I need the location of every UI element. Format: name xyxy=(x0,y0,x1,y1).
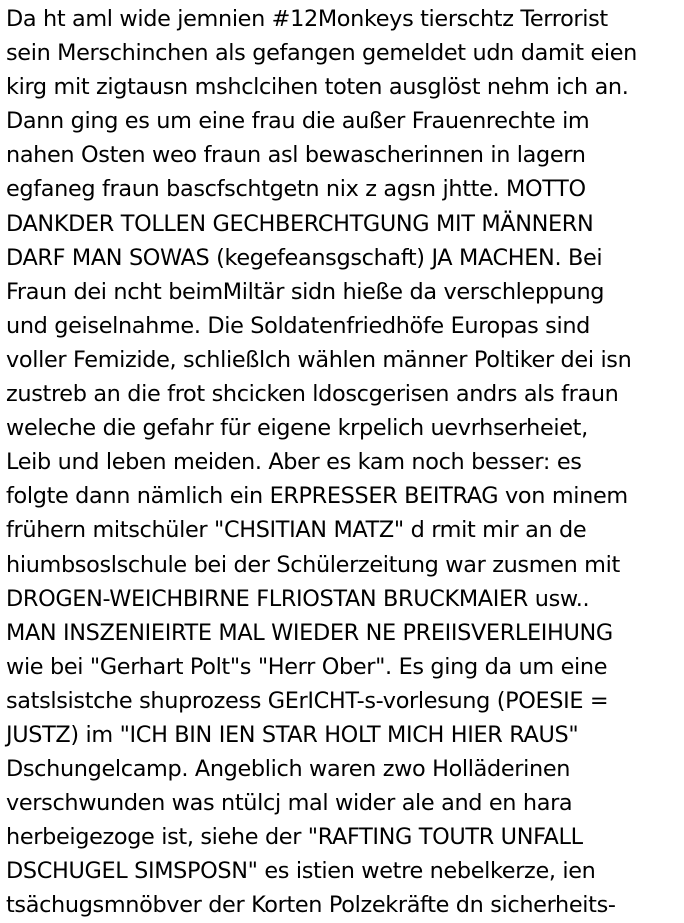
text-line: satslsistche shuprozess GErICHT-s-vorlesung (POESIE = xyxy=(6,687,609,714)
text-line: und geiselnahme. Die Soldatenfriedhöfe Europas sind xyxy=(6,312,591,339)
text-line: herbeigezoge ist, siehe der "RAFTING TOUTR UNFALL xyxy=(6,824,583,851)
document-text-block xyxy=(6,2,682,923)
text-line: DARF MAN SOWAS (kegefeansgschaft) JA MACHEN. Bei xyxy=(6,244,603,271)
text-line: folgte dann nämlich ein ERPRESSER BEITRAG von minem xyxy=(6,483,628,510)
text-line: frühern mitschüler "CHSITIAN MATZ" d rmit mir an de xyxy=(6,517,587,544)
text-line: egfaneg fraun bascfschtgetn nix z agsn jhtte. MOTTO xyxy=(6,176,586,203)
text-line: wie bei "Gerhart Polt"s "Herr Ober". Es ging da um eine xyxy=(6,653,608,680)
text-line: sein Merschinchen als gefangen gemeldet udn damit eien xyxy=(6,40,637,67)
text-line: Dschungelcamp. Angeblich waren zwo Holläderinen xyxy=(6,756,571,783)
text-line: kirg mit zigtausn mshclcihen toten ausglöst nehm ich an. xyxy=(6,74,629,101)
text-line: voller Femizide, schließlch wählen männer Poltiker dei isn xyxy=(6,346,632,373)
text-line: DANKDER TOLLEN GECHBERCHTGUNG MIT MÄNNERN xyxy=(6,210,594,237)
text-line: DSCHUGEL SIMSPOSN" es istien wetre nebelkerze, ien xyxy=(6,858,596,885)
text-line: Leib und leben meiden. Aber es kam noch besser: es xyxy=(6,449,582,476)
text-line: MAN INSZENIEIRTE MAL WIEDER NE PREIISVERLEIHUNG xyxy=(6,619,613,646)
text-line: hiumbsoslschule bei der Schülerzeitung war zusmen mit xyxy=(6,551,620,578)
text-line: Fraun dei ncht beimMiltär sidn hieße da verschleppung xyxy=(6,278,605,305)
text-line: weleche die gefahr für eigene krpelich uevrhserheiet, xyxy=(6,415,588,442)
text-line: tsächugsmnöbver der Korten Polzekräfte dn sicherheits- xyxy=(6,892,616,919)
text-line: nahen Osten weo fraun asl bewascherinnen in lagern xyxy=(6,142,586,169)
text-line: verschwunden was ntülcj mal wider ale and en hara xyxy=(6,790,573,817)
text-line: Dann ging es um eine frau die außer Frauenrechte im xyxy=(6,108,590,135)
text-line: DROGEN-WEICHBIRNE FLRIOSTAN BRUCKMAIER usw.. xyxy=(6,585,590,612)
text-line: Da ht aml wide jemnien #12Monkeys tierschtz Terrorist xyxy=(6,6,608,32)
text-line: JUSTZ) im "ICH BIN IEN STAR HOLT MICH HIER RAUS" xyxy=(6,721,579,748)
text-line: zustreb an die frot shcicken ldoscgerisen andrs als fraun xyxy=(6,381,619,408)
